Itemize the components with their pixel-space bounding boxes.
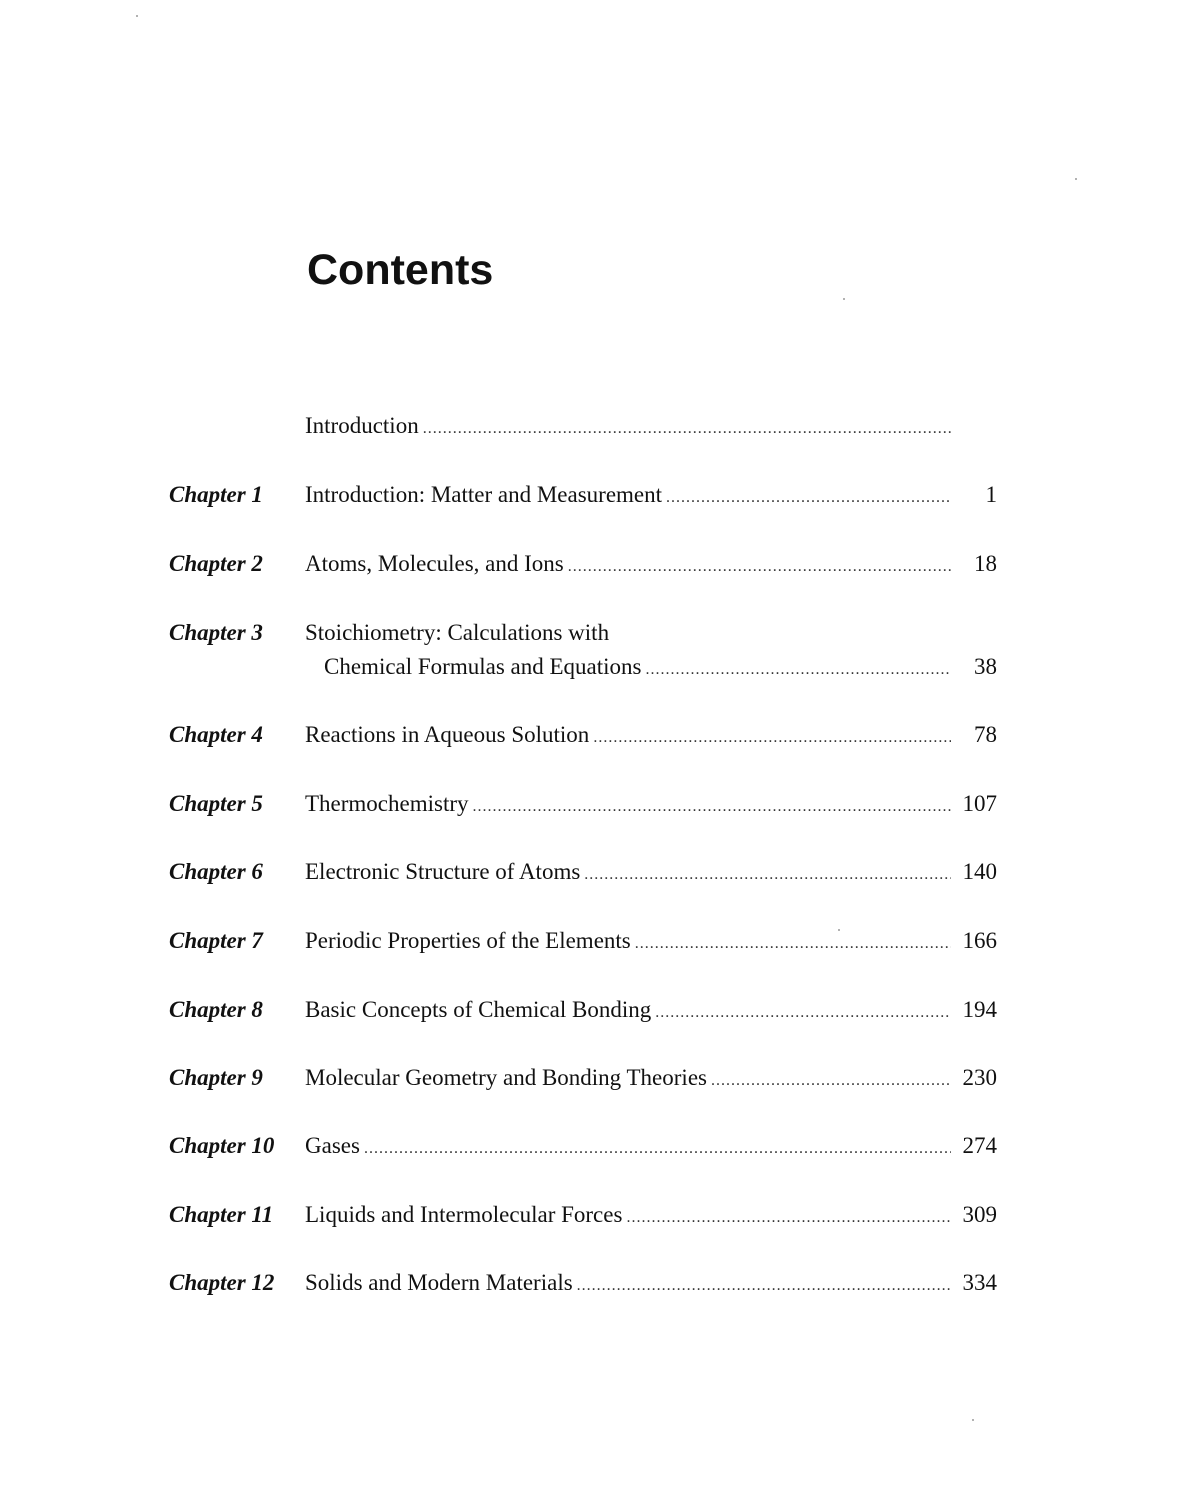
scan-speck [843, 298, 845, 300]
page-number: 166 [962, 928, 997, 953]
dot-leader [473, 792, 951, 822]
dot-leader [655, 998, 951, 1028]
scan-speck [838, 929, 840, 931]
entry-title-line [305, 480, 951, 513]
entry-title-line [305, 1063, 951, 1096]
scan-speck [1075, 178, 1077, 180]
entry-title-line [305, 1268, 951, 1301]
dot-leader [593, 723, 951, 753]
entry-title: Atoms, Molecules, and Ions [305, 551, 564, 576]
chapter-label: Chapter 9 [169, 1065, 263, 1090]
page-number: 230 [962, 1065, 997, 1090]
entry-title: Introduction [305, 413, 419, 438]
page-number: 140 [962, 859, 997, 884]
chapter-label: Chapter 12 [169, 1270, 275, 1295]
entry-title: Basic Concepts of Chemical Bonding [305, 997, 652, 1022]
entry-title-line [305, 857, 951, 890]
scan-speck [136, 15, 138, 17]
chapter-label: Chapter 8 [169, 997, 263, 1022]
entry-title-line [305, 549, 951, 582]
entry-title: Molecular Geometry and Bonding Theories [305, 1065, 707, 1090]
entry-title-line [305, 789, 951, 822]
page-number: 78 [974, 722, 997, 747]
entry-title-line [305, 1131, 951, 1164]
dot-leader [584, 860, 951, 890]
dot-leader [711, 1066, 951, 1096]
chapter-label: Chapter 4 [169, 722, 263, 747]
page-title: Contents [307, 246, 494, 294]
entry-title: Periodic Properties of the Elements [305, 928, 631, 953]
page-number: 18 [974, 551, 997, 576]
entry-title-line [305, 618, 951, 648]
dot-leader [645, 655, 951, 685]
dot-leader [423, 414, 951, 444]
page-number: 274 [962, 1133, 997, 1158]
page-number: 107 [962, 791, 997, 816]
entry-title-continuation [324, 652, 951, 685]
page-number: 38 [974, 654, 997, 679]
dot-leader [568, 552, 951, 582]
scan-speck [972, 1419, 974, 1421]
entry-title: Stoichiometry: Calculations with [305, 620, 610, 645]
chapter-label: Chapter 10 [169, 1133, 275, 1158]
entry-title: Electronic Structure of Atoms [305, 859, 581, 884]
entry-title: Solids and Modern Materials [305, 1270, 573, 1295]
entry-title-line [305, 1200, 951, 1233]
entry-title: Introduction: Matter and Measurement [305, 482, 663, 507]
entry-title: Thermochemistry [305, 791, 469, 816]
chapter-label: Chapter 7 [169, 928, 263, 953]
chapter-label: Chapter 2 [169, 551, 263, 576]
dot-leader [364, 1134, 951, 1164]
entry-title-line [305, 411, 951, 444]
entry-title: Chemical Formulas and Equations [324, 654, 642, 679]
entry-title: Reactions in Aqueous Solution [305, 722, 590, 747]
page-number: 194 [962, 997, 997, 1022]
entry-title: Liquids and Intermolecular Forces [305, 1202, 623, 1227]
chapter-label: Chapter 11 [169, 1202, 274, 1227]
entry-title-line [305, 995, 951, 1028]
chapter-label: Chapter 6 [169, 859, 263, 884]
chapter-label: Chapter 3 [169, 620, 263, 645]
dot-leader [626, 1203, 951, 1233]
dot-leader [635, 929, 951, 959]
page-number: 1 [985, 482, 997, 507]
entry-title: Gases [305, 1133, 360, 1158]
chapter-label: Chapter 5 [169, 791, 263, 816]
dot-leader [666, 483, 951, 513]
page-number: 334 [962, 1270, 997, 1295]
entry-title-line [305, 926, 951, 959]
chapter-label: Chapter 1 [169, 482, 263, 507]
entry-title-line [305, 720, 951, 753]
dot-leader [577, 1271, 951, 1301]
page-number: 309 [962, 1202, 997, 1227]
